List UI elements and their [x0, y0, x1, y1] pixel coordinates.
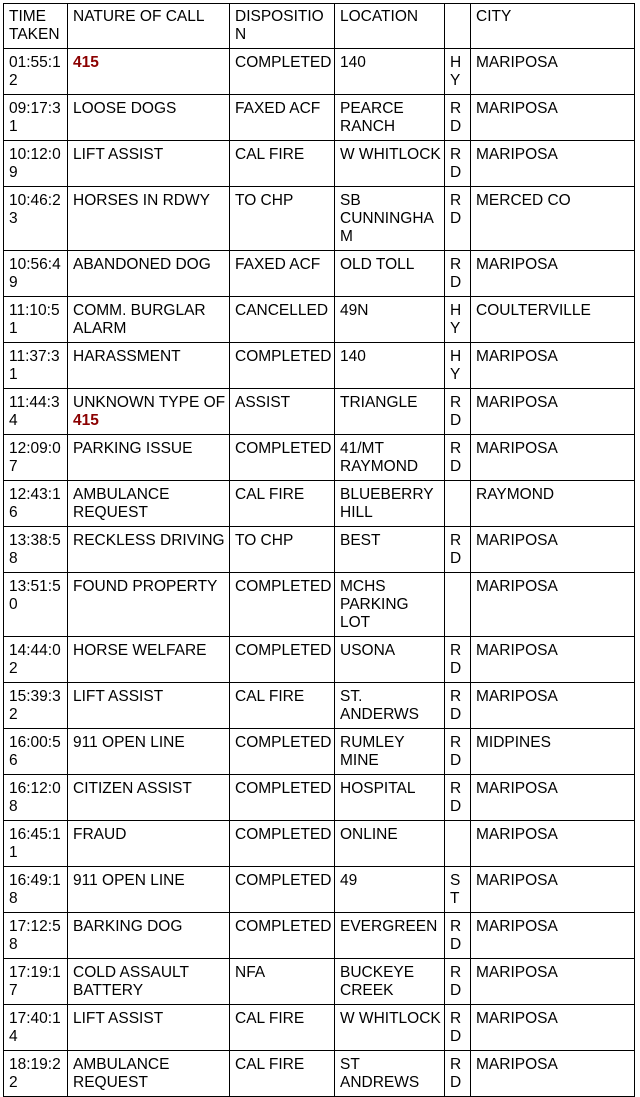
cell-street-suffix: RD — [445, 141, 471, 187]
table-row — [4, 141, 635, 187]
cell-time-taken: 16:00:56 — [4, 729, 68, 775]
cell-city: MARIPOSA — [471, 1005, 635, 1051]
cell-city: MARIPOSA — [471, 775, 635, 821]
nature-text: CITIZEN ASSIST — [73, 780, 192, 797]
cell-city: RAYMOND — [471, 481, 635, 527]
cell-nature-of-call — [68, 913, 230, 959]
cell-location: ONLINE — [335, 821, 445, 867]
cell-nature-of-call — [68, 637, 230, 683]
cell-time-taken: 09:17:31 — [4, 95, 68, 141]
table-row — [4, 251, 635, 297]
cell-city: MARIPOSA — [471, 49, 635, 95]
cell-disposition: COMPLETED — [230, 821, 335, 867]
cell-location: HOSPITAL — [335, 775, 445, 821]
cell-disposition: COMPLETED — [230, 867, 335, 913]
call-log-table — [3, 3, 635, 1097]
nature-text: HORSE WELFARE — [73, 642, 207, 659]
header-row — [4, 4, 635, 49]
cell-disposition: COMPLETED — [230, 343, 335, 389]
cell-nature-of-call — [68, 959, 230, 1005]
cell-nature-of-call — [68, 389, 230, 435]
cell-nature-of-call — [68, 729, 230, 775]
nature-text: LIFT ASSIST — [73, 1010, 164, 1027]
cell-street-suffix: RD — [445, 1051, 471, 1097]
cell-time-taken: 13:38:58 — [4, 527, 68, 573]
cell-city: COULTERVILLE — [471, 297, 635, 343]
cell-street-suffix: RD — [445, 251, 471, 297]
penal-code-415: 415 — [73, 54, 99, 71]
cell-city: MARIPOSA — [471, 867, 635, 913]
cell-nature-of-call — [68, 435, 230, 481]
cell-street-suffix: HY — [445, 297, 471, 343]
cell-street-suffix: RD — [445, 959, 471, 1005]
cell-location: MCHS PARKING LOT — [335, 573, 445, 637]
table-row — [4, 49, 635, 95]
header-time-taken: TIME TAKEN — [4, 4, 68, 49]
cell-nature-of-call — [68, 481, 230, 527]
cell-street-suffix — [445, 573, 471, 637]
cell-street-suffix: RD — [445, 775, 471, 821]
cell-time-taken: 10:46:23 — [4, 187, 68, 251]
cell-nature-of-call — [68, 821, 230, 867]
cell-city: MARIPOSA — [471, 389, 635, 435]
nature-text: LIFT ASSIST — [73, 146, 164, 163]
cell-disposition: CAL FIRE — [230, 481, 335, 527]
table-row — [4, 343, 635, 389]
table-row — [4, 187, 635, 251]
cell-street-suffix: RD — [445, 95, 471, 141]
cell-nature-of-call — [68, 343, 230, 389]
cell-street-suffix: HY — [445, 49, 471, 95]
cell-time-taken: 16:49:18 — [4, 867, 68, 913]
cell-disposition: COMPLETED — [230, 729, 335, 775]
nature-text: COLD ASSAULT BATTERY — [73, 964, 189, 999]
table-row — [4, 913, 635, 959]
cell-street-suffix: RD — [445, 435, 471, 481]
cell-time-taken: 16:45:11 — [4, 821, 68, 867]
cell-nature-of-call — [68, 49, 230, 95]
cell-nature-of-call — [68, 867, 230, 913]
table-row — [4, 959, 635, 1005]
cell-location: PEARCE RANCH — [335, 95, 445, 141]
cell-location: 140 — [335, 49, 445, 95]
cell-location: RUMLEY MINE — [335, 729, 445, 775]
cell-street-suffix: RD — [445, 1005, 471, 1051]
nature-text: HORSES IN RDWY — [73, 192, 210, 209]
nature-text: RECKLESS DRIVING — [73, 532, 225, 549]
cell-disposition: TO CHP — [230, 187, 335, 251]
cell-city: MARIPOSA — [471, 95, 635, 141]
cell-time-taken: 12:43:16 — [4, 481, 68, 527]
cell-city: MARIPOSA — [471, 959, 635, 1005]
cell-location: ST ANDREWS — [335, 1051, 445, 1097]
cell-location: ST. ANDERWS — [335, 683, 445, 729]
cell-location: 49 — [335, 867, 445, 913]
cell-disposition: ASSIST — [230, 389, 335, 435]
cell-nature-of-call — [68, 95, 230, 141]
table-row — [4, 729, 635, 775]
table-row — [4, 389, 635, 435]
header-city: CITY — [471, 4, 635, 49]
cell-street-suffix: RD — [445, 389, 471, 435]
table-row — [4, 821, 635, 867]
cell-city: MARIPOSA — [471, 435, 635, 481]
cell-city: MARIPOSA — [471, 637, 635, 683]
header-nature-of-call: NATURE OF CALL — [68, 4, 230, 49]
cell-nature-of-call — [68, 775, 230, 821]
cell-disposition: COMPLETED — [230, 913, 335, 959]
cell-time-taken: 14:44:02 — [4, 637, 68, 683]
cell-nature-of-call — [68, 683, 230, 729]
cell-city: MARIPOSA — [471, 343, 635, 389]
cell-time-taken: 11:10:51 — [4, 297, 68, 343]
table-row — [4, 683, 635, 729]
cell-time-taken: 10:56:49 — [4, 251, 68, 297]
cell-location: OLD TOLL — [335, 251, 445, 297]
nature-text: COMM. BURGLAR ALARM — [73, 302, 206, 337]
cell-time-taken: 11:37:31 — [4, 343, 68, 389]
cell-disposition: COMPLETED — [230, 637, 335, 683]
nature-text: ABANDONED DOG — [73, 256, 211, 273]
cell-city: MARIPOSA — [471, 1051, 635, 1097]
cell-city: MARIPOSA — [471, 683, 635, 729]
cell-street-suffix: RD — [445, 187, 471, 251]
cell-city: MARIPOSA — [471, 573, 635, 637]
cell-disposition: CAL FIRE — [230, 683, 335, 729]
cell-time-taken: 13:51:50 — [4, 573, 68, 637]
nature-text: LIFT ASSIST — [73, 688, 164, 705]
cell-nature-of-call — [68, 573, 230, 637]
cell-time-taken: 17:40:14 — [4, 1005, 68, 1051]
table-row — [4, 867, 635, 913]
cell-city: MARIPOSA — [471, 527, 635, 573]
cell-location: BLUEBERRY HILL — [335, 481, 445, 527]
cell-disposition: COMPLETED — [230, 49, 335, 95]
cell-street-suffix: ST — [445, 867, 471, 913]
cell-street-suffix — [445, 481, 471, 527]
cell-street-suffix: HY — [445, 343, 471, 389]
cell-time-taken: 15:39:32 — [4, 683, 68, 729]
nature-text: AMBULANCE REQUEST — [73, 1056, 170, 1091]
cell-time-taken: 01:55:12 — [4, 49, 68, 95]
cell-street-suffix — [445, 821, 471, 867]
cell-city: MARIPOSA — [471, 821, 635, 867]
nature-text: FRAUD — [73, 826, 127, 843]
nature-text: 911 OPEN LINE — [73, 734, 185, 751]
table-row — [4, 527, 635, 573]
cell-location: USONA — [335, 637, 445, 683]
header-location: LOCATION — [335, 4, 445, 49]
cell-time-taken: 10:12:09 — [4, 141, 68, 187]
cell-location: 140 — [335, 343, 445, 389]
cell-nature-of-call — [68, 1051, 230, 1097]
cell-street-suffix: RD — [445, 729, 471, 775]
cell-disposition: COMPLETED — [230, 775, 335, 821]
header-disposition: DISPOSITION — [230, 4, 335, 49]
nature-text: PARKING ISSUE — [73, 440, 193, 457]
cell-street-suffix: RD — [445, 527, 471, 573]
cell-city: MIDPINES — [471, 729, 635, 775]
cell-nature-of-call — [68, 1005, 230, 1051]
cell-location: TRIANGLE — [335, 389, 445, 435]
cell-time-taken: 16:12:08 — [4, 775, 68, 821]
cell-city: MARIPOSA — [471, 913, 635, 959]
cell-nature-of-call — [68, 251, 230, 297]
cell-disposition: FAXED ACF — [230, 95, 335, 141]
cell-disposition: COMPLETED — [230, 435, 335, 481]
cell-nature-of-call — [68, 187, 230, 251]
call-log-body — [4, 49, 635, 1097]
nature-text: HARASSMENT — [73, 348, 181, 365]
table-row — [4, 481, 635, 527]
cell-disposition: CANCELLED — [230, 297, 335, 343]
cell-time-taken: 11:44:34 — [4, 389, 68, 435]
cell-street-suffix: RD — [445, 913, 471, 959]
cell-nature-of-call — [68, 297, 230, 343]
cell-nature-of-call — [68, 141, 230, 187]
cell-time-taken: 17:19:17 — [4, 959, 68, 1005]
cell-location: BEST — [335, 527, 445, 573]
nature-text: UNKNOWN TYPE OF — [73, 394, 226, 411]
cell-disposition: CAL FIRE — [230, 1051, 335, 1097]
cell-city: MARIPOSA — [471, 251, 635, 297]
table-row — [4, 637, 635, 683]
header-street-suffix — [445, 4, 471, 49]
cell-time-taken: 12:09:07 — [4, 435, 68, 481]
table-row — [4, 435, 635, 481]
cell-disposition: NFA — [230, 959, 335, 1005]
penal-code-415: 415 — [73, 412, 99, 429]
cell-location: W WHITLOCK — [335, 1005, 445, 1051]
table-row — [4, 1005, 635, 1051]
cell-street-suffix: RD — [445, 637, 471, 683]
cell-location: SB CUNNINGHAM — [335, 187, 445, 251]
cell-time-taken: 18:19:22 — [4, 1051, 68, 1097]
table-row — [4, 297, 635, 343]
nature-text: 911 OPEN LINE — [73, 872, 185, 889]
cell-disposition: CAL FIRE — [230, 141, 335, 187]
table-row — [4, 775, 635, 821]
table-row — [4, 95, 635, 141]
cell-disposition: CAL FIRE — [230, 1005, 335, 1051]
cell-location: EVERGREEN — [335, 913, 445, 959]
cell-city: MERCED CO — [471, 187, 635, 251]
nature-text: AMBULANCE REQUEST — [73, 486, 170, 521]
cell-disposition: FAXED ACF — [230, 251, 335, 297]
cell-time-taken: 17:12:58 — [4, 913, 68, 959]
cell-city: MARIPOSA — [471, 141, 635, 187]
nature-text: FOUND PROPERTY — [73, 578, 218, 595]
cell-location: 41/MT RAYMOND — [335, 435, 445, 481]
cell-nature-of-call — [68, 527, 230, 573]
cell-location: 49N — [335, 297, 445, 343]
cell-street-suffix: RD — [445, 683, 471, 729]
table-row — [4, 573, 635, 637]
nature-text: LOOSE DOGS — [73, 100, 177, 117]
nature-text: BARKING DOG — [73, 918, 183, 935]
cell-location: W WHITLOCK — [335, 141, 445, 187]
cell-location: BUCKEYE CREEK — [335, 959, 445, 1005]
cell-disposition: COMPLETED — [230, 573, 335, 637]
table-row — [4, 1051, 635, 1097]
cell-disposition: TO CHP — [230, 527, 335, 573]
